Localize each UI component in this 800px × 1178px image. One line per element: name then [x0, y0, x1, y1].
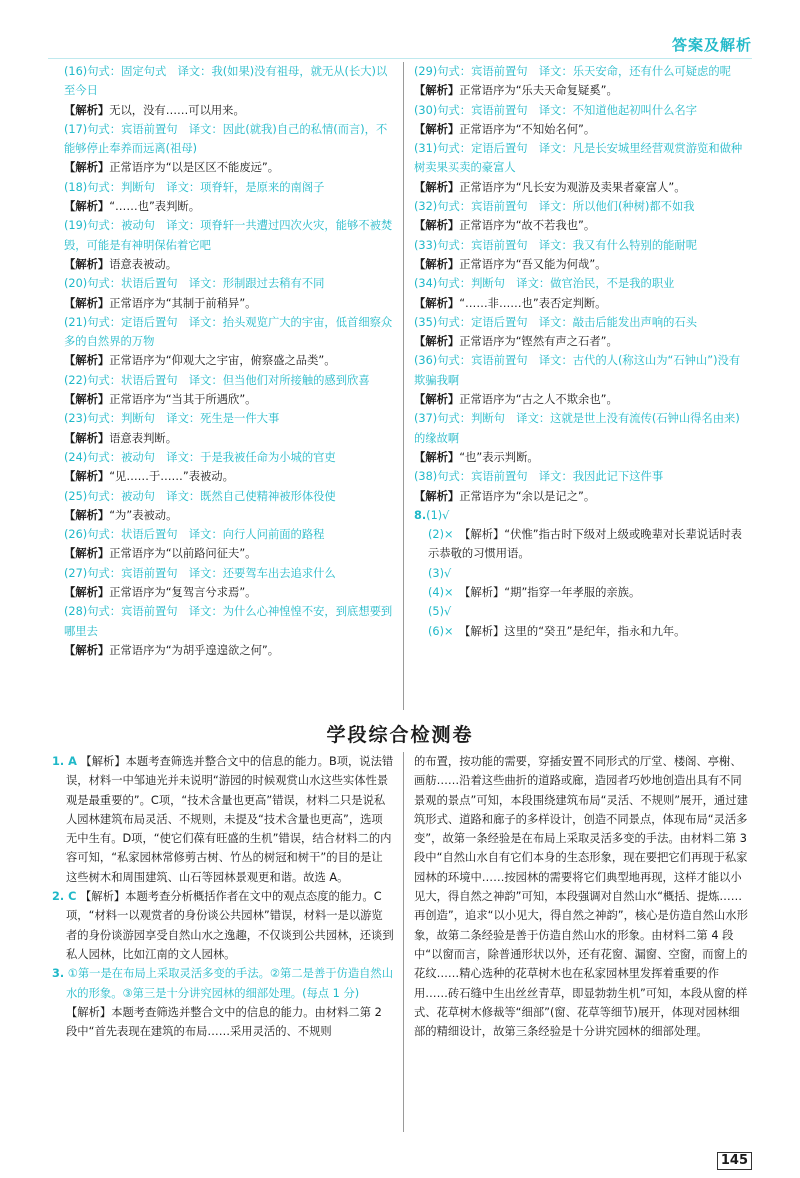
analysis-label: 【解析】 — [414, 84, 460, 98]
answer-number: 2. C — [52, 890, 77, 904]
analysis-line: 【解析】语意表判断。 — [64, 431, 177, 445]
answer-text: 【解析】本题考查筛选并整合文中的信息的能力。B项，说法错误，材料一中邹迪光并未说明“游园的时候观赏山水这些实体性景观是最重要的”。C项，“技术含量也更高”错误，材料二只是说私人园林建筑布局灵活、不规则，未提及“技术含量也更高”，选项无中生有。D项，“使它们葆有旺盛的生机”错误，结合材料二的内容可知，“私家园林常修剪古树、竹丛的树冠和树干”的目的是让这些树木和周围建筑、山石等园林景观更和谐。故选 A。 — [66, 755, 394, 884]
right-column-bottom — [414, 752, 750, 1041]
analysis-line: 【解析】正常语序为“当其于所遇欣”。 — [64, 393, 257, 407]
analysis-label: 【解析】 — [64, 161, 110, 175]
answer-number: 1. A — [52, 755, 77, 768]
analysis-line: 【解析】正常语序为“以是区区不能废远”。 — [64, 161, 280, 175]
analysis-line: 【解析】“也”表示判断。 — [414, 450, 539, 464]
sentence-pattern-line: (17)句式：宾语前置句 译文：因此(就我)自己的私情(而言)，不能够停止奉养而远离(祖母) — [64, 122, 388, 156]
analysis-label: 【解析】 — [64, 296, 110, 310]
analysis-label: 【解析】 — [64, 257, 110, 271]
analysis-line: 【解析】正常语序为“仰观大之宇宙，俯察盛之品类”。 — [64, 354, 336, 368]
analysis-line: 【解析】正常语序为“故不若我也”。 — [414, 219, 596, 233]
sentence-pattern-line: (34)句式：判断句 译文：做官治民，不是我的职业 — [414, 277, 675, 291]
sentence-pattern-line: (31)句式：定语后置句 译文：凡是长安城里经营观赏游览和做种树卖果买卖的豪富人 — [414, 142, 743, 175]
q8-analysis: 【解析】这里的“癸丑”是纪年，指永和九年。 — [453, 624, 686, 638]
analysis-line: 【解析】“……非……也”表否定判断。 — [414, 296, 607, 310]
analysis-label: 【解析】 — [414, 393, 460, 407]
sentence-pattern-line: (26)句式：状语后置句 译文：向行人问前面的路程 — [64, 528, 325, 542]
analysis-label: 【解析】 — [64, 354, 110, 368]
analysis-line: 【解析】“为”表被动。 — [64, 508, 178, 522]
q8-item — [414, 583, 750, 602]
sentence-pattern-line: (23)句式：判断句 译文：死生是一件大事 — [64, 412, 280, 426]
answer-points: ①第一是在布局上采取灵活多变的手法。②第二是善于仿造自然山水的形象。③第三是十分讲究园林的细部处理。(每点 1 分) — [66, 967, 394, 1000]
sentence-pattern-line: (30)句式：宾语前置句 译文：不知道他起初叫什么名字 — [414, 103, 698, 117]
analysis-line: 【解析】正常语序为“吾又能为何哉”。 — [414, 257, 607, 271]
q8-item — [414, 506, 750, 525]
sentence-pattern-line: (27)句式：宾语前置句 译文：还要驾车出去追求什么 — [64, 566, 336, 580]
analysis-label: 【解析】 — [64, 470, 110, 484]
column-divider — [403, 62, 404, 710]
q8-item — [414, 525, 750, 564]
analysis-label: 【解析】 — [64, 643, 110, 657]
sentence-pattern-line: (28)句式：宾语前置句 译文：为什么心神惶惶不安，到底想要到哪里去 — [64, 605, 393, 638]
analysis-line: 【解析】正常语序为“为胡乎遑遑欲之何”。 — [64, 643, 280, 657]
column-divider — [403, 752, 404, 1132]
answer-1 — [52, 752, 394, 887]
sentence-pattern-line: (25)句式：被动句 译文：既然自己使精神被形体役使 — [64, 489, 336, 503]
sentence-pattern-line: (22)句式：状语后置句 译文：但当他们对所接触的感到欣喜 — [64, 373, 370, 387]
sentence-pattern-line: (21)句式：定语后置句 译文：抬头观览广大的宇宙，低首细察众多的自然界的万物 — [64, 315, 393, 349]
analysis-label: 【解析】 — [414, 489, 460, 503]
q8-mark: (5)√ — [428, 605, 452, 619]
sentence-pattern-line: (20)句式：状语后置句 译文：形制跟过去稍有不同 — [64, 277, 325, 291]
sentence-pattern-line: (29)句式：宾语前置句 译文：乐天安命，还有什么可疑虑的呢 — [414, 65, 731, 78]
header-rule — [48, 58, 752, 59]
analysis-line: 【解析】“见……于……”表被动。 — [64, 470, 234, 484]
analysis-label: 【解析】 — [414, 296, 460, 310]
question-number: 8. — [414, 508, 427, 522]
sentence-pattern-line: (32)句式：宾语前置句 译文：所以他们(种树)都不如我 — [414, 200, 695, 214]
analysis-line: 【解析】正常语序为“以前路问征夫”。 — [64, 547, 257, 561]
analysis-line: 【解析】正常语序为“铿然有声之石者”。 — [414, 335, 618, 349]
sentence-pattern-line: (35)句式：定语后置句 译文：敲击后能发出声响的石头 — [414, 315, 698, 329]
analysis-label: 【解析】 — [64, 200, 110, 214]
header-title: 答案及解析 — [671, 36, 752, 54]
analysis-label: 【解析】 — [64, 431, 110, 445]
right-column-top — [414, 62, 750, 641]
analysis-label: 【解析】 — [414, 219, 460, 233]
sentence-pattern-line: (24)句式：被动句 译文：于是我被任命为小城的官吏 — [64, 450, 336, 464]
section-title: 学段综合检测卷 — [326, 724, 474, 746]
q8-item — [414, 602, 750, 621]
sentence-pattern-line: (36)句式：宾语前置句 译文：古代的人(称这山为“石钟山”)没有欺骗我啊 — [414, 354, 741, 387]
q8-mark: (6)× — [428, 624, 454, 638]
analysis-label: 【解析】 — [64, 547, 110, 561]
analysis-line: 【解析】正常语序为“古之人不欺余也”。 — [414, 393, 618, 407]
analysis-line: 【解析】正常语序为“乐夫天命复疑奚”。 — [414, 84, 618, 98]
sentence-pattern-line: (37)句式：判断句 译文：这就是世上没有流传(石钟山得名由来)的缘故啊 — [414, 412, 740, 445]
q8-item — [414, 564, 750, 583]
q8-mark: (2)× — [428, 528, 454, 542]
analysis-line: 【解析】无以，没有……可以用来。 — [64, 103, 245, 117]
analysis-line: 【解析】正常语序为“凡长安为观游及卖果者豪富人”。 — [414, 180, 686, 194]
analysis-line: 【解析】语意表被动。 — [64, 257, 177, 271]
analysis-line: 【解析】正常语序为“复驾言兮求焉”。 — [64, 586, 257, 600]
analysis-label: 【解析】 — [64, 103, 110, 117]
analysis-label: 【解析】 — [64, 586, 110, 600]
q8-mark: (3)√ — [428, 566, 452, 580]
left-column-top — [64, 62, 394, 660]
analysis-label: 【解析】 — [414, 335, 460, 349]
sentence-pattern-line: (33)句式：宾语前置句 译文：我又有什么特别的能耐呢 — [414, 238, 698, 252]
page-number: 145 — [717, 1152, 752, 1170]
analysis-label: 【解析】 — [414, 450, 460, 464]
sentence-pattern-line: (16)句式：固定句式 译文：我(如果)没有祖母，就无从(长大)以至今日 — [64, 65, 388, 98]
analysis-line: 【解析】正常语序为“不知始名何”。 — [414, 122, 596, 136]
q8-mark: (4)× — [428, 586, 454, 600]
analysis-label: 【解析】 — [64, 508, 110, 522]
q8-item — [414, 622, 750, 641]
answer-2 — [52, 887, 394, 964]
q8-mark: (1)√ — [426, 508, 450, 522]
q8-analysis: 【解析】“期”指穿一年孝服的亲族。 — [453, 586, 641, 600]
sentence-pattern-line: (38)句式：宾语前置句 译文：我因此记下这件事 — [414, 470, 664, 484]
analysis-label: 【解析】 — [414, 257, 460, 271]
q8-analysis: 【解析】“伏惟”指古时下级对上级或晚辈对长辈说话时表示恭敬的习惯用语。 — [428, 528, 742, 561]
analysis-line: 【解析】正常语序为“余以是记之”。 — [414, 489, 596, 503]
analysis-label: 【解析】 — [414, 180, 460, 194]
left-column-bottom — [52, 752, 394, 1041]
answer-3-analysis: 【解析】本题考查筛选并整合文中的信息的能力。由材料二第 2 段中“首先表现在建筑的布局……采用灵活的、不规则 — [66, 1005, 382, 1039]
analysis-line: 【解析】“……也”表判断。 — [64, 200, 200, 214]
answer-number: 3. — [52, 967, 65, 981]
answer-3-continued: 的布置，按功能的需要，穿插安置不同形式的厅堂、楼阁、亭榭、画舫……沿着这些曲折的道路或廊，造园者巧妙地创造出具有不同景观的景点”可知，本段围绕建筑布局“灵活、不规则”展开，通过建筑形式、道路和廊子的多样设计，创造不同景点，体现布局“灵活多变”，故第一条经验是在布局上采取灵活多变的手法。由材料二第 3 段中“自然山水自有它们本身的生态形象，现在要把它们再现于私家园林的环境中……按园林的需要将它们典型地再现，这样才能以小见大，得自然之神韵”可知，本段强调对自然山水“概括、提炼……再创造”，追求“以小见大，得自然之神韵”，核心是仿造自然山水形象，故第二条经验是善于仿造自然山水的形象。由材料二第 4 段中“以窗而言，除普通形状以外，还有花窗、漏窗、空窗，而窗上的花纹……精心选种的花草树木也在私家园林里发挥着重要的作用……砖石缝中生出丝丝青草，即显勃勃生机”可知，本段从窗的样式、花草树木修裁等“细部”(窗、花草等细节)展开，体现对园林细部的精细设计，故第三条经验是十分讲究园林的细部处理。 — [414, 755, 748, 1039]
sentence-pattern-line: (18)句式：判断句 译文：项脊轩，是原来的南阁子 — [64, 180, 325, 194]
answer-text: 【解析】本题考查分析概括作者在文中的观点态度的能力。C项，“材料一以观赏者的身份谈公共园林”错误，材料一是以游览者的身份谈游园享受自然山水之逸趣，不仅谈到公共园林，还谈到私人园林，比如江南的文人园林。 — [66, 890, 394, 961]
analysis-label: 【解析】 — [64, 393, 110, 407]
analysis-line: 【解析】正常语序为“其制于前稍异”。 — [64, 296, 257, 310]
analysis-label: 【解析】 — [414, 122, 460, 136]
answer-3 — [52, 964, 394, 1003]
sentence-pattern-line: (19)句式：被动句 译文：项脊轩一共遭过四次火灾，能够不被焚毁，可能是有神明保佑着它吧 — [64, 219, 393, 252]
